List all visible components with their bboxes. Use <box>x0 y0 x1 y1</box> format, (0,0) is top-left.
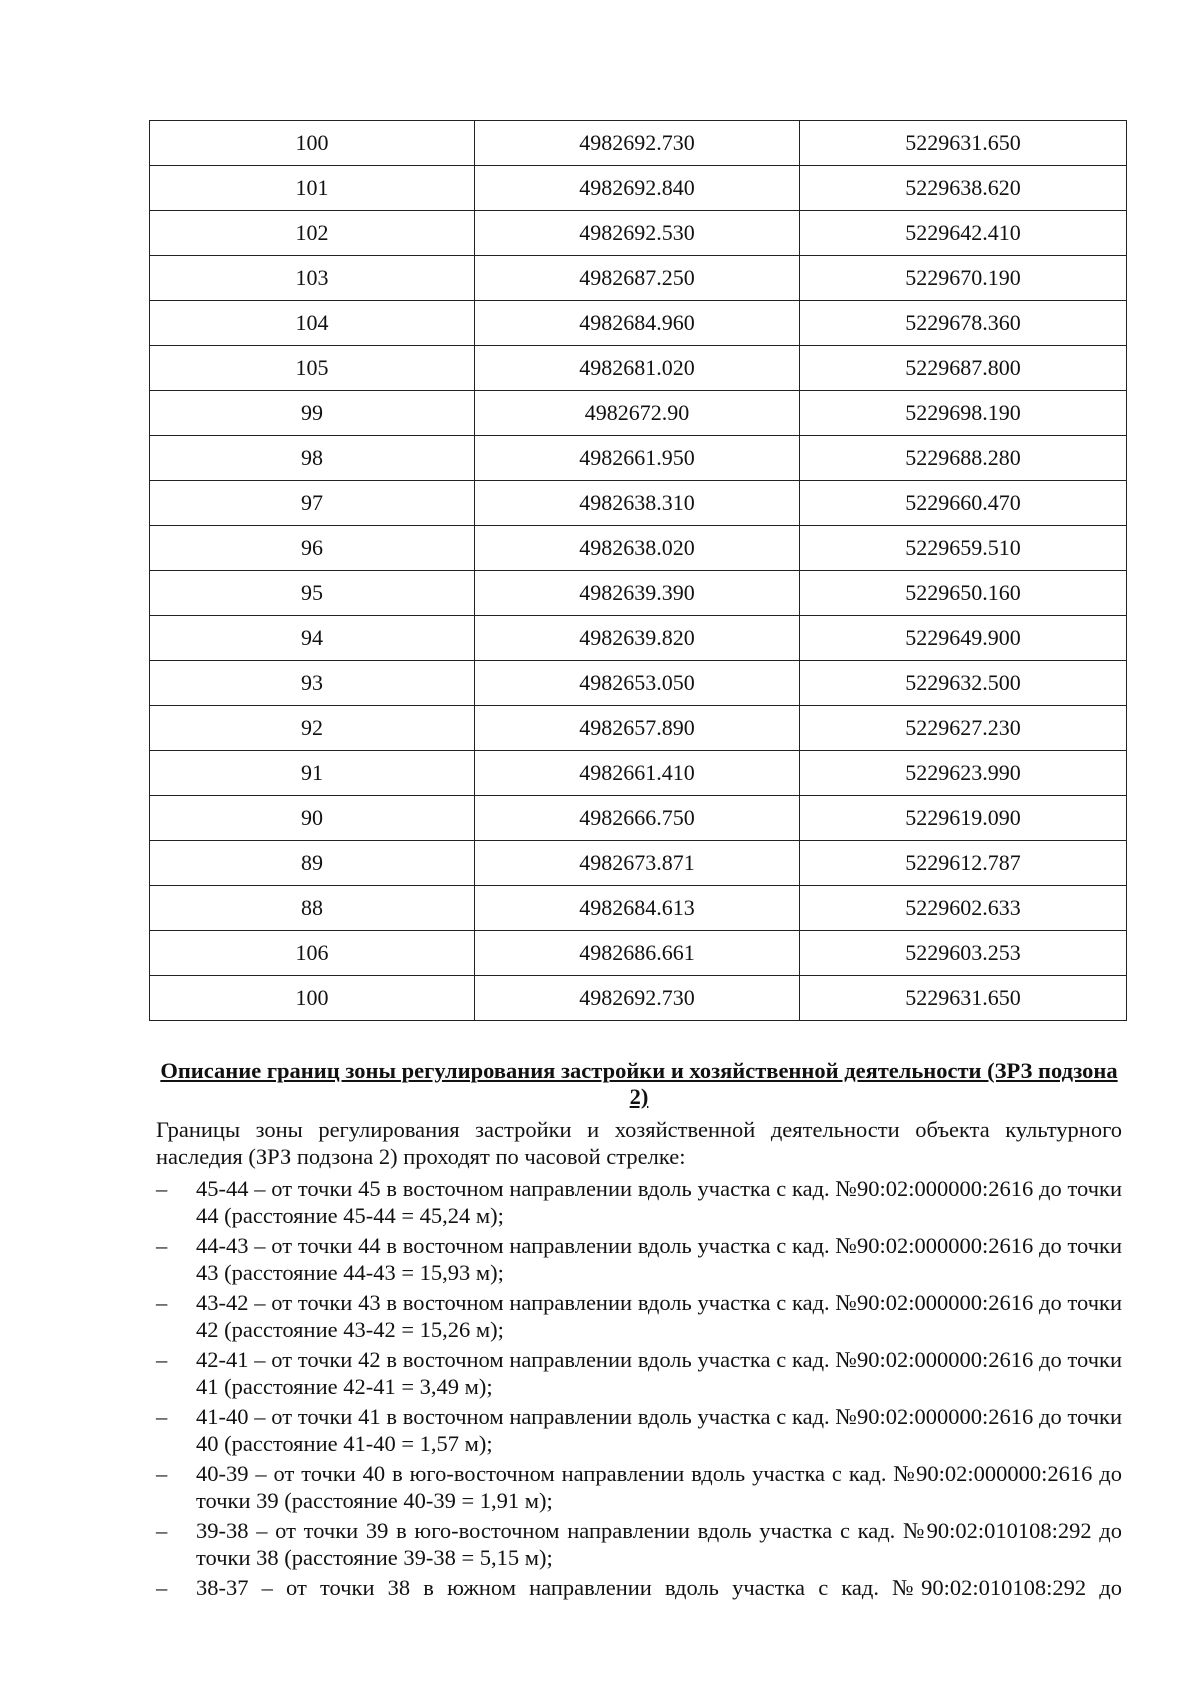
list-dash: – <box>156 1575 168 1600</box>
point-number-cell: 106 <box>150 931 475 976</box>
point-number-cell: 89 <box>150 841 475 886</box>
section-intro: Границы зоны регулирования застройки и хозяйственной деятельности объекта культурного наследия (ЗРЗ подзона 2) проходят по часовой стрелке: <box>156 1117 1122 1169</box>
x-coordinate-cell: 4982638.020 <box>475 526 800 571</box>
point-number-cell: 100 <box>150 121 475 166</box>
list-dash: – <box>156 1233 168 1258</box>
point-number-cell: 104 <box>150 301 475 346</box>
table-row <box>150 841 1127 886</box>
x-coordinate-cell: 4982684.960 <box>475 301 800 346</box>
y-coordinate-cell: 5229623.990 <box>800 751 1127 796</box>
point-number-cell: 100 <box>150 976 475 1021</box>
table-row <box>150 436 1127 481</box>
x-coordinate-cell: 4982692.840 <box>475 166 800 211</box>
list-item-text: 43-42 – от точки 43 в восточном направлении вдоль участка с кад. №90:02:000000:2616 до точки 42 (расстояние 43-42 = 15,26 м); <box>196 1290 1122 1342</box>
point-number-cell: 91 <box>150 751 475 796</box>
y-coordinate-cell: 5229632.500 <box>800 661 1127 706</box>
list-item-text: 39-38 – от точки 39 в юго-восточном направлении вдоль участка с кад. №90:02:010108:292 до точки 38 (расстояние 39-38 = 5,15 м); <box>196 1518 1122 1570</box>
x-coordinate-cell: 4982638.310 <box>475 481 800 526</box>
y-coordinate-cell: 5229659.510 <box>800 526 1127 571</box>
list-item-text: 45-44 – от точки 45 в восточном направлении вдоль участка с кад. №90:02:000000:2616 до точки 44 (расстояние 45-44 = 45,24 м); <box>196 1176 1122 1228</box>
point-number-cell: 97 <box>150 481 475 526</box>
list-dash: – <box>156 1290 168 1315</box>
x-coordinate-cell: 4982661.950 <box>475 436 800 481</box>
table-row <box>150 391 1127 436</box>
list-item <box>156 1460 1122 1514</box>
list-item-text: 40-39 – от точки 40 в юго-восточном направлении вдоль участка с кад. №90:02:000000:2616 до точки 39 (расстояние 40-39 = 1,91 м); <box>196 1461 1122 1513</box>
list-dash: – <box>156 1176 168 1201</box>
y-coordinate-cell: 5229612.787 <box>800 841 1127 886</box>
table-row <box>150 301 1127 346</box>
table-row <box>150 616 1127 661</box>
list-item-text: 38-37 – от точки 38 в южном направлении вдоль участка с кад. №90:02:010108:292 до <box>196 1575 1122 1600</box>
x-coordinate-cell: 4982672.90 <box>475 391 800 436</box>
table-row <box>150 256 1127 301</box>
x-coordinate-cell: 4982692.730 <box>475 976 800 1021</box>
list-item <box>156 1232 1122 1286</box>
x-coordinate-cell: 4982666.750 <box>475 796 800 841</box>
point-number-cell: 103 <box>150 256 475 301</box>
x-coordinate-cell: 4982639.820 <box>475 616 800 661</box>
y-coordinate-cell: 5229678.360 <box>800 301 1127 346</box>
list-dash: – <box>156 1347 168 1372</box>
table-row <box>150 526 1127 571</box>
point-number-cell: 93 <box>150 661 475 706</box>
x-coordinate-cell: 4982673.871 <box>475 841 800 886</box>
y-coordinate-cell: 5229631.650 <box>800 976 1127 1021</box>
y-coordinate-cell: 5229660.470 <box>800 481 1127 526</box>
x-coordinate-cell: 4982692.730 <box>475 121 800 166</box>
point-number-cell: 105 <box>150 346 475 391</box>
coordinates-table <box>149 120 1127 1021</box>
x-coordinate-cell: 4982687.250 <box>475 256 800 301</box>
x-coordinate-cell: 4982692.530 <box>475 211 800 256</box>
x-coordinate-cell: 4982653.050 <box>475 661 800 706</box>
y-coordinate-cell: 5229603.253 <box>800 931 1127 976</box>
point-number-cell: 94 <box>150 616 475 661</box>
x-coordinate-cell: 4982639.390 <box>475 571 800 616</box>
point-number-cell: 99 <box>150 391 475 436</box>
table-row <box>150 481 1127 526</box>
y-coordinate-cell: 5229670.190 <box>800 256 1127 301</box>
y-coordinate-cell: 5229631.650 <box>800 121 1127 166</box>
list-item-text: 42-41 – от точки 42 в восточном направлении вдоль участка с кад. №90:02:000000:2616 до точки 41 (расстояние 42-41 = 3,49 м); <box>196 1347 1122 1399</box>
list-item-text: 41-40 – от точки 41 в восточном направлении вдоль участка с кад. №90:02:000000:2616 до точки 40 (расстояние 41-40 = 1,57 м); <box>196 1404 1122 1456</box>
table-row <box>150 976 1127 1021</box>
x-coordinate-cell: 4982657.890 <box>475 706 800 751</box>
list-item-text: 44-43 – от точки 44 в восточном направлении вдоль участка с кад. №90:02:000000:2616 до точки 43 (расстояние 44-43 = 15,93 м); <box>196 1233 1122 1285</box>
y-coordinate-cell: 5229649.900 <box>800 616 1127 661</box>
table-row <box>150 346 1127 391</box>
point-number-cell: 88 <box>150 886 475 931</box>
coordinates-table-body <box>150 121 1127 1021</box>
list-item <box>156 1574 1122 1601</box>
table-row <box>150 751 1127 796</box>
boundary-segments-list <box>156 1175 1122 1604</box>
point-number-cell: 102 <box>150 211 475 256</box>
list-dash: – <box>156 1404 168 1429</box>
point-number-cell: 95 <box>150 571 475 616</box>
y-coordinate-cell: 5229642.410 <box>800 211 1127 256</box>
y-coordinate-cell: 5229687.800 <box>800 346 1127 391</box>
table-row <box>150 931 1127 976</box>
list-item <box>156 1346 1122 1400</box>
y-coordinate-cell: 5229602.633 <box>800 886 1127 931</box>
table-row <box>150 121 1127 166</box>
list-item <box>156 1289 1122 1343</box>
y-coordinate-cell: 5229619.090 <box>800 796 1127 841</box>
point-number-cell: 92 <box>150 706 475 751</box>
list-dash: – <box>156 1518 168 1543</box>
table-row <box>150 886 1127 931</box>
list-item <box>156 1175 1122 1229</box>
section-heading: Описание границ зоны регулирования застройки и хозяйственной деятельности (ЗРЗ подзона 2) <box>160 1058 1118 1109</box>
point-number-cell: 96 <box>150 526 475 571</box>
y-coordinate-cell: 5229627.230 <box>800 706 1127 751</box>
list-dash: – <box>156 1461 168 1486</box>
list-item <box>156 1403 1122 1457</box>
y-coordinate-cell: 5229638.620 <box>800 166 1127 211</box>
point-number-cell: 98 <box>150 436 475 481</box>
table-row <box>150 571 1127 616</box>
table-row <box>150 796 1127 841</box>
x-coordinate-cell: 4982684.613 <box>475 886 800 931</box>
table-row <box>150 661 1127 706</box>
x-coordinate-cell: 4982661.410 <box>475 751 800 796</box>
list-item <box>156 1517 1122 1571</box>
table-row <box>150 211 1127 256</box>
point-number-cell: 101 <box>150 166 475 211</box>
y-coordinate-cell: 5229650.160 <box>800 571 1127 616</box>
y-coordinate-cell: 5229688.280 <box>800 436 1127 481</box>
x-coordinate-cell: 4982686.661 <box>475 931 800 976</box>
x-coordinate-cell: 4982681.020 <box>475 346 800 391</box>
y-coordinate-cell: 5229698.190 <box>800 391 1127 436</box>
point-number-cell: 90 <box>150 796 475 841</box>
table-row <box>150 166 1127 211</box>
table-row <box>150 706 1127 751</box>
